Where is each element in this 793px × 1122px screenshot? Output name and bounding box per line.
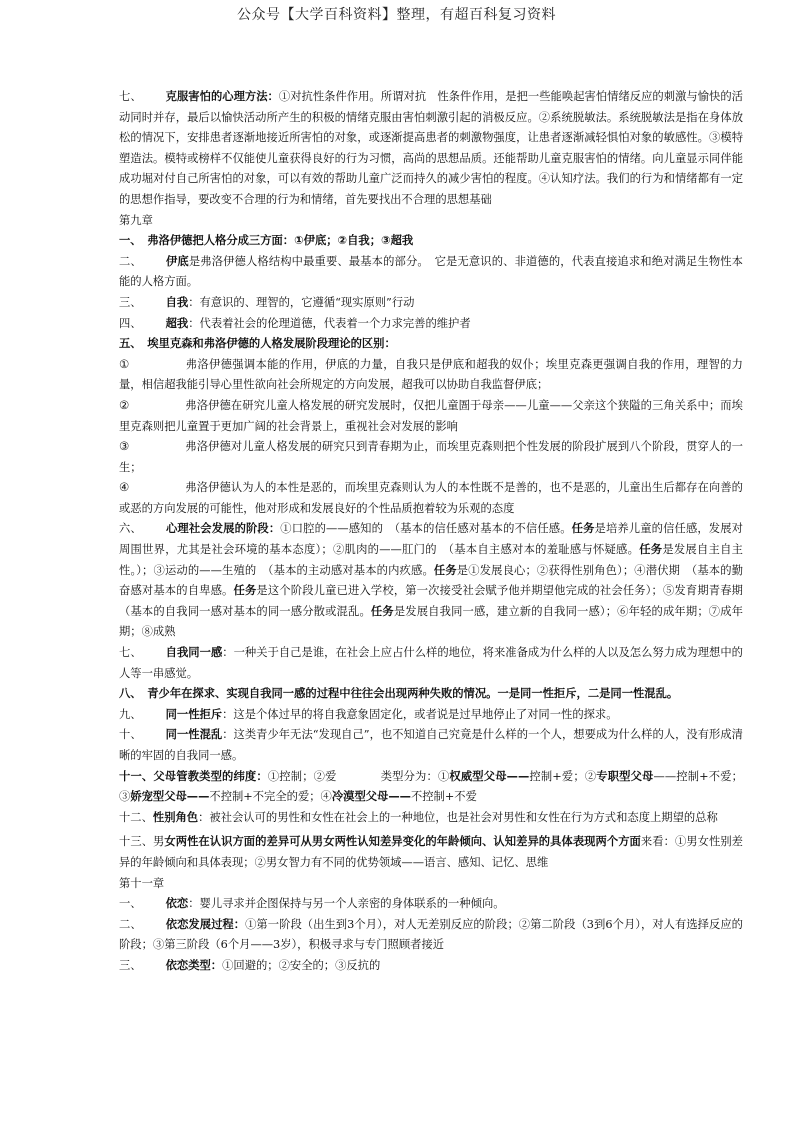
section-identity-failures: 八、 青少年在探求、实现自我同一感的过程中往往会出现两种失败的情况。一是同一性拒斥，二是同一性混乱。 bbox=[119, 687, 679, 701]
section-heading: 依恋 bbox=[165, 897, 189, 911]
item-text: 弗洛伊德认为人的本性是恶的，而埃里克森则认为人的本性既不是善的，也不是恶的，儿童出生后都存在向善的或恶的方向发展的可能性，他对形成和发展良好的个性品质抱着较为乐观的态度 bbox=[119, 481, 743, 515]
section-attachment bbox=[119, 894, 743, 915]
task-label: 任务 bbox=[571, 522, 595, 536]
chapter-11-title: 第十一章 bbox=[119, 876, 165, 890]
section-id bbox=[119, 252, 743, 293]
section-number: 十二、 bbox=[119, 810, 153, 824]
section-heading: 心理社会发展的阶段： bbox=[165, 522, 281, 536]
section-number: 二、 bbox=[119, 917, 142, 931]
section-text: ：有意识的、理智的，它遵循“现实原则”行动 bbox=[188, 295, 415, 309]
section-text: ①第一阶段（出生到3个月），对人无差别反应的阶段；②第二阶段（3到6个月），对人有选择反应的阶段；③第三阶段（6个月——3岁），积极寻求与专门照顾者接近 bbox=[119, 917, 743, 952]
section-heading: 自我 bbox=[165, 295, 189, 309]
section-superego bbox=[119, 314, 743, 335]
section-number: 七、 bbox=[119, 646, 142, 660]
section-heading: 同一性拒斥 bbox=[165, 707, 223, 721]
stage-text: 是发展自我同一感，建立新的自我同一感）；⑥年轻的成年期；⑦成年期；⑧成熟 bbox=[119, 604, 743, 639]
parenting-type: 权威型父母—— bbox=[449, 769, 530, 783]
item-number: ② bbox=[119, 398, 130, 412]
task-label: 任务 bbox=[233, 584, 257, 598]
difference-item bbox=[119, 396, 743, 437]
difference-item bbox=[119, 437, 743, 478]
section-text: 来看：①男女性别差异的年龄倾向和具体表现；②男女智力有不同的优势领域——语言、感知、记忆、思维 bbox=[119, 835, 743, 869]
difference-item bbox=[119, 355, 743, 396]
task-label: 任务 bbox=[639, 543, 663, 557]
section-heading: 依恋类型： bbox=[165, 958, 223, 972]
section-text: 不控制+不爱 bbox=[410, 790, 477, 804]
section-parenting-styles bbox=[119, 767, 743, 808]
task-label: 任务 bbox=[370, 604, 394, 618]
section-ego bbox=[119, 293, 743, 314]
section-heading: 自我同一感 bbox=[165, 646, 223, 660]
section-text: ①对抗性条件作用。所谓对抗 性条件作用，是把一些能唤起害怕情绪反应的刺激与愉快的活动同时并存，最后以愉快活动所产生的积极的情绪克服由害怕刺激引起的消极反应。②系统脱敏法。系统脱敏法是指在身体放松的情况下，安排患者逐渐地接近所害怕的对象，或逐渐提高患者的刺激物强度，让患者逐渐减轻惧怕对象的敏感性。③模特塑造法。模特或榜样不仅能使儿童获得良好的行为习惯，高尚的思想品质。还能帮助儿童克服害怕的情绪。向儿童显示同伴能成功堀对付自己所害怕的对象，可以有效的帮助儿童广泛而持久的减少害怕的程度。④认知疗法。我们的行为和情绪都有一定的思想作指导，要改变不合理的行为和情绪，首先要找出不合理的思想基础 bbox=[119, 90, 743, 206]
section-freud-personality: 一、 弗洛伊德把人格分成三方面：①伊底；②自我；③超我 bbox=[119, 234, 414, 248]
section-text: ：这是个体过早的将自我意象固定化，或者说是过早地停止了对同一性的探求。 bbox=[222, 707, 618, 721]
stage-text: 是培养儿童的信任感，发展对周围世界，尤其是社会环境的基本态度）；②肌肉的——肛门的 （基本自主感对本的羞耻感与怀疑感。 bbox=[119, 522, 743, 557]
parenting-type: 冷漠型父母—— bbox=[331, 790, 411, 804]
page-header: 公众号【大学百科资料】整理，有超百科复习资料 bbox=[237, 7, 556, 23]
section-text: ——控制+不爱；③ bbox=[119, 769, 743, 804]
section-number: 一、 bbox=[119, 897, 142, 911]
task-label: 任务 bbox=[433, 563, 457, 577]
section-heading: 同一性混乱 bbox=[165, 728, 223, 742]
section-heading: 超我 bbox=[165, 316, 189, 330]
parenting-type: 娇宠型父母—— bbox=[130, 790, 210, 804]
stage-text: 是这个阶段儿童已进入学校，第一次接受社会赋予他并期望他完成的社会任务）；⑤发育期青春期 （基本的自我同一感对基本的同一感分散或混乱。 bbox=[119, 584, 755, 618]
section-heading: 依恋发展过程： bbox=[165, 917, 246, 931]
section-heading: 伊底 bbox=[165, 254, 189, 268]
item-text: 弗洛伊德在研究儿童人格发展的研究发展时，仅把儿童圄于母亲——儿童——父亲这个狭隘的三角关系中；而埃里克森则把儿童置于更加广阔的社会背景上，重视社会对发展的影响 bbox=[119, 398, 743, 433]
section-number: 四、 bbox=[119, 316, 142, 330]
parenting-type: 专职型父母 bbox=[596, 769, 654, 783]
section-psychosocial-stages bbox=[119, 519, 755, 643]
chapter-9-title: 第九章 bbox=[119, 213, 153, 227]
section-text: ：婴儿寻求并企图保持与另一个人亲密的身体联系的一种倾向。 bbox=[188, 897, 505, 911]
section-text: ①控制；②爱 bbox=[267, 769, 337, 783]
section-number: 九、 bbox=[119, 707, 142, 721]
document-body bbox=[119, 87, 755, 977]
stage-text: ①口腔的——感知的 （基本的信任感对基本的不信任感。 bbox=[280, 522, 572, 536]
section-number: 六、 bbox=[119, 522, 142, 536]
stage-text: 是①发展良心；②获得性别角色）；④潜伏期 （基本的勤奋感对基本的自卑感。 bbox=[119, 563, 743, 598]
section-heading: 十一、父母管教类型的纬度： bbox=[119, 769, 268, 783]
section-text: ：一种关于自己是谁，在社会上应占什么样的地位，将来准备成为什么样的人以及怎么努力成为理想中的人等一串感觉。 bbox=[119, 646, 743, 680]
section-text: ：这类青少年无法“发现自己”，也不知道自己究竟是什么样的一个人，想要成为什么样的人，没有形成清晰的牢固的自我同一感。 bbox=[119, 728, 743, 762]
section-attachment-types bbox=[119, 956, 743, 977]
section-heading: 克服害怕的心理方法： bbox=[165, 90, 279, 103]
section-identity-diffusion bbox=[119, 725, 743, 766]
section-erikson-vs-freud: 五、 埃里克森和弗洛伊德的人格发展阶段理论的区别： bbox=[119, 337, 396, 351]
section-gender-cognition bbox=[119, 832, 743, 873]
item-number: ④ bbox=[119, 481, 130, 495]
item-text: 弗洛伊德强调本能的作用，伊底的力量，自我只是伊底和超我的奴仆；埃里克森更强调自我的作用，理智的力量，相信超我能引导心里性欲向社会所规定的方向发展，超我可以协助自我监督伊底； bbox=[119, 357, 743, 392]
section-text: ：被社会认可的男性和女性在社会上的一种地位，也是社会对男性和女性在行为方式和态度上期望的总称 bbox=[198, 810, 718, 824]
section-number: 十、 bbox=[119, 728, 142, 742]
section-text: 类型分为：① bbox=[380, 769, 450, 783]
section-number: 十三、男 bbox=[119, 835, 165, 849]
section-text: ：代表着社会的伦理道德，代表着一个力求完善的维护者 bbox=[188, 316, 471, 330]
section-fear-methods bbox=[119, 87, 743, 211]
section-text: ①回避的；②安全的；③反抗的 bbox=[222, 958, 381, 972]
section-number: 七、 bbox=[119, 90, 142, 103]
difference-item bbox=[119, 478, 743, 519]
item-number: ③ bbox=[119, 440, 130, 454]
section-number: 三、 bbox=[119, 295, 142, 309]
section-heading: 女两性在认识方面的差异可从男女两性认知差异变化的年龄倾向、认知差异的具体表现两个方面 bbox=[164, 835, 641, 849]
item-text: 弗洛伊德对儿童人格发展的研究只到青春期为止，而埃里克森则把个性发展的阶段扩展到八个阶段，贯穿人的一生； bbox=[119, 440, 743, 474]
section-number: 二、 bbox=[119, 254, 142, 268]
section-heading: 性别角色 bbox=[152, 810, 199, 824]
section-text: 控制+爱；② bbox=[529, 769, 597, 783]
item-number: ① bbox=[119, 357, 130, 371]
section-text: 是弗洛伊德人格结构中最重要、最基本的部分。 它是无意识的、非道德的，代表直接追求和绝对满足生物性本能的人格方面。 bbox=[119, 254, 743, 289]
section-text: 不控制+不完全的爱；④ bbox=[209, 790, 332, 804]
stage-text: 是发展自主自主性。）；③运动的——生殖的 （基本的主动感对基本的内疚感。 bbox=[119, 543, 743, 577]
section-identity-foreclosure bbox=[119, 705, 743, 726]
section-ego-identity bbox=[119, 643, 743, 684]
section-attachment-development bbox=[119, 915, 743, 956]
section-number: 三、 bbox=[119, 958, 142, 972]
section-gender-role bbox=[119, 808, 743, 829]
